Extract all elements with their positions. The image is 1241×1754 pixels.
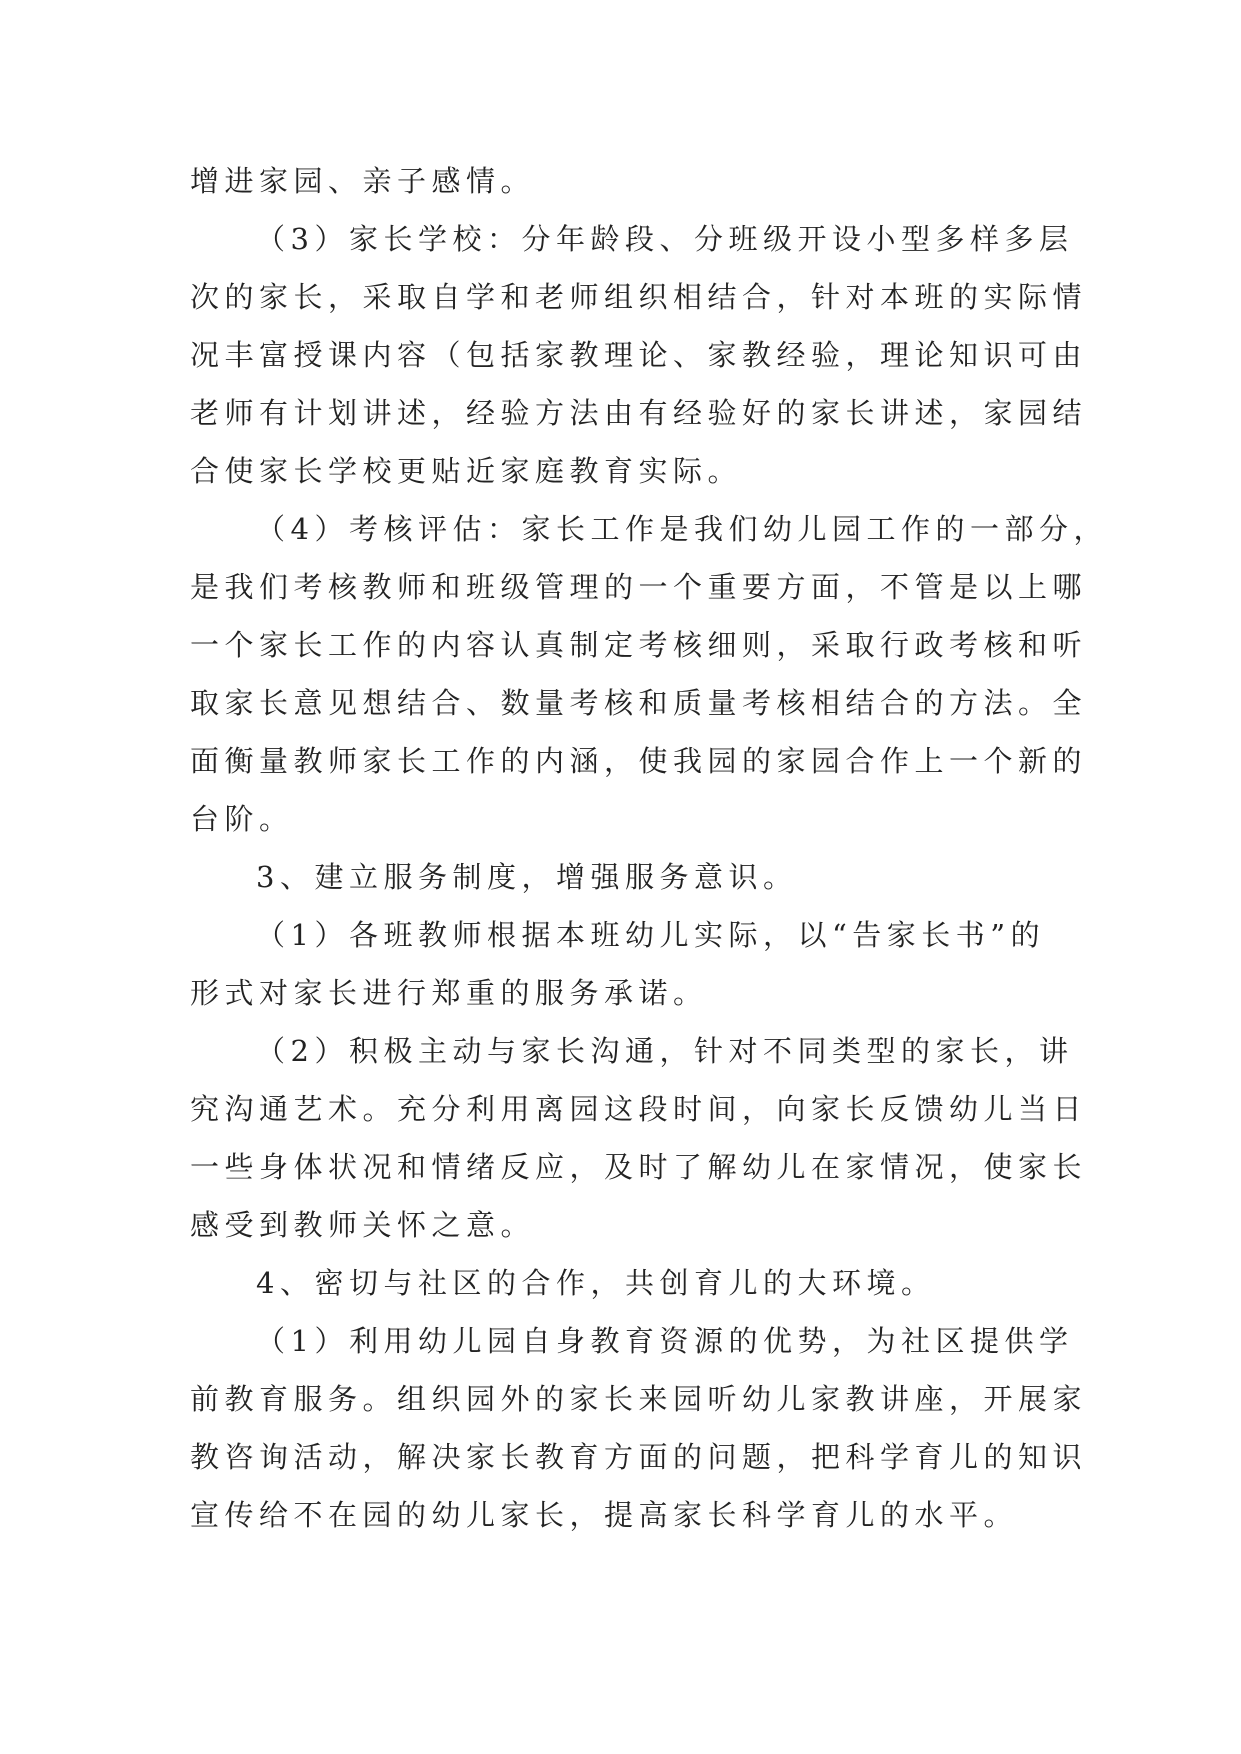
text-line: 况丰富授课内容（包括家教理论、家教经验，理论知识可由 — [190, 338, 1088, 372]
paragraph-start-line: （1）各班教师根据本班幼儿实际，以“告家长书”的 — [256, 918, 1046, 952]
text-line: 取家长意见想结合、数量考核和质量考核相结合的方法。全 — [190, 686, 1088, 720]
text-line: 教咨询活动，解决家长教育方面的问题，把科学育儿的知识 — [190, 1440, 1088, 1474]
text-line: 宣传给不在园的幼儿家长，提高家长科学育儿的水平。 — [190, 1498, 1019, 1532]
text-line: 合使家长学校更贴近家庭教育实际。 — [190, 454, 743, 488]
section-heading: 3、建立服务制度，增强服务意识。 — [256, 860, 798, 894]
text-line: 一个家长工作的内容认真制定考核细则，采取行政考核和听 — [190, 628, 1088, 662]
text-line: 一些身体状况和情绪反应，及时了解幼儿在家情况，使家长 — [190, 1150, 1088, 1184]
text-line: 次的家长，采取自学和老师组织相结合，针对本班的实际情 — [190, 280, 1088, 314]
text-line: 形式对家长进行郑重的服务承诺。 — [190, 976, 708, 1010]
paragraph-start-line: （2）积极主动与家长沟通，针对不同类型的家长，讲 — [256, 1034, 1074, 1068]
section-heading: 4、密切与社区的合作，共创育儿的大环境。 — [256, 1266, 936, 1300]
text-line: 究沟通艺术。充分利用离园这段时间，向家长反馈幼儿当日 — [190, 1092, 1088, 1126]
text-line: 面衡量教师家长工作的内涵，使我园的家园合作上一个新的 — [190, 744, 1088, 778]
text-line: 感受到教师关怀之意。 — [190, 1208, 536, 1242]
paragraph-start-line: （1）利用幼儿园自身教育资源的优势，为社区提供学 — [256, 1324, 1074, 1358]
document-body — [190, 152, 1108, 1544]
text-line: 是我们考核教师和班级管理的一个重要方面，不管是以上哪 — [190, 570, 1088, 604]
text-line: 老师有计划讲述，经验方法由有经验好的家长讲述，家园结 — [190, 396, 1088, 430]
paragraph-start-line: （4）考核评估：家长工作是我们幼儿园工作的一部分， — [256, 512, 1108, 546]
text-line: 前教育服务。组织园外的家长来园听幼儿家教讲座，开展家 — [190, 1382, 1088, 1416]
text-line: 增进家园、亲子感情。 — [190, 164, 536, 198]
paragraph-start-line: （3）家长学校：分年龄段、分班级开设小型多样多层 — [256, 222, 1074, 256]
text-line: 台阶。 — [190, 802, 294, 836]
